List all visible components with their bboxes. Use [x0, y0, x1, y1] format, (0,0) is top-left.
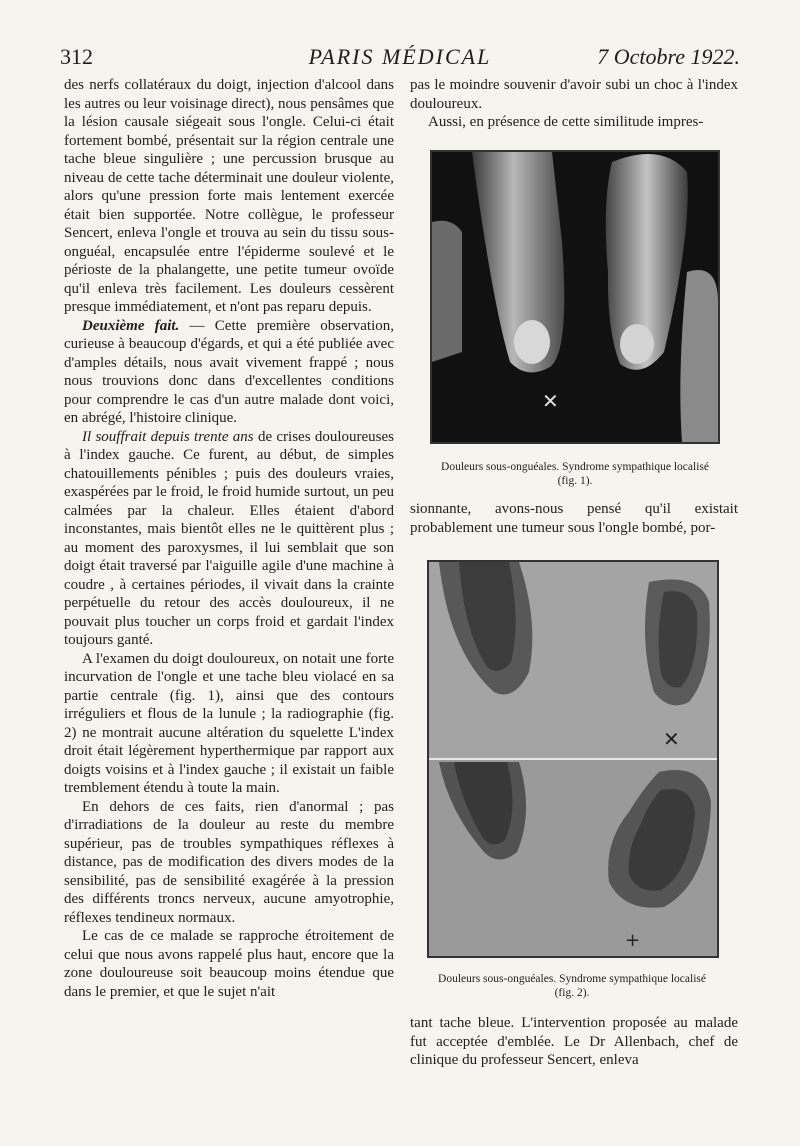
paragraph-6: Le cas de ce malade se rapproche étroitement de celui que nous avons rappelé plus haut, encore que la zone douloureuse soit beaucoup moins étendue que dans le premier, et que le sujet n'ait — [64, 928, 394, 1000]
right-column-middle — [410, 500, 738, 537]
figure-2-caption: Douleurs sous-onguéales. Syndrome sympathique localisé (fig. 2). — [438, 973, 706, 999]
right-column-bottom — [410, 1014, 738, 1070]
journal-title: PARIS MÉDICAL — [308, 44, 492, 69]
section-heading-deuxieme-fait: Deuxième fait. — [82, 317, 180, 334]
right-column-top — [410, 76, 738, 132]
page-header — [60, 44, 740, 74]
marker-plus-icon: + — [625, 930, 641, 951]
issue-date: 7 Octobre 1922. — [597, 44, 740, 69]
paragraph-1: des nerfs collatéraux du doigt, injection d'alcool dans les autres ou leur voisinage direct), nous pensâmes que la lésion causale siégeait sous l'ongle. Celui-ci était fortement bombé, présentait sur la région centrale une tache bleue singulière ; une percussion brusque au niveau de cette tache déterminait une douleur violente, alors qu'une pression forte mais lentement exercée était bien supportée. Notre collègue, le professeur Sencert, enleva l'ongle et trouva au sein du tissu sous-onguéal, encapsulée entre l'épiderme soulevé et le périoste de la phalangette, une petite tumeur ovoïde qu'il enleva très facilement. Les douleurs cessèrent presque immédiatement, et n'ont pas reparu depuis. — [64, 77, 394, 315]
fingers-photo-image — [432, 152, 718, 442]
right-paragraph-1: pas le moindre souvenir d'avoir subi un choc à l'index douloureux. — [410, 77, 738, 112]
figure-2-radiograph — [427, 560, 719, 958]
right-paragraph-1b: Aussi, en présence de cette similitude impres- — [428, 114, 704, 130]
paragraph-4: A l'examen du doigt douloureux, on notait une forte incurvation de l'ongle et une tache bleu violacé en sa partie centrale (fig. 1), ainsi que des contours irréguliers et flous de la lunule ; la radiographie (fig. 2) ne montrait aucune altération du squelette L'index droit était légèrement hyperthermique par rapport aux doigts voisins et à l'index gauche ; il existait un faible tremblement étendu à toute la main. — [64, 650, 394, 796]
paragraph-5: En dehors de ces faits, rien d'anormal ; pas d'irradiations de la douleur au reste du membre supérieur, pas de troubles sympathiques réflexes à distance, pas de modification des divers modes de la sensibilité, pas de sensibilité exagérée à la pression des différents troncs nerveux, aucune amyotrophie, réflexes tendineux normaux. — [64, 798, 394, 926]
marker-x-icon-top: ✕ — [663, 727, 680, 751]
right-paragraph-2: sionnante, avons-nous pensé qu'il existait probablement une tumeur sous l'ongle bombé, por- — [410, 501, 738, 536]
figure-1-caption: Douleurs sous-onguéales. Syndrome sympathique localisé (fig. 1). — [441, 461, 709, 487]
paragraph-2 — [64, 317, 394, 428]
paragraph-3 — [64, 428, 394, 650]
figure-1-photo — [430, 150, 720, 444]
paragraph-2-text: — Cette première observation, curieuse à beaucoup d'égards, et qui a été publiée avec d'amples détails, nous avait vivement frappé ; nous nous trouvions donc dans d'excellentes conditions pour comprendre le cas d'un autre malade dont voici, en abrégé, l'histoire clinique. — [64, 317, 394, 426]
radiograph-image — [429, 562, 717, 956]
paragraph-3-italic: Il souffrait depuis trente ans — [82, 428, 254, 445]
page-number: 312 — [60, 44, 93, 69]
paragraph-3-text: de crises douloureuses à l'index gauche. Ce furent, au début, de simples chatouillements pénibles ; puis des douleurs vraies, exaspérées par le froid, le froid humide surtout, un peu calmées par la chaleur. Elles étaient d'abord inconstantes, mais bientôt elles ne le quittèrent plus ; au moment des paroxysmes, il lui semblait que son doigt était traversé par l'aiguille agile d'une machine à coudre , à certaines périodes, il vivait dans la crainte perpétuelle du retour des accès douloureux, il ne pouvait plus toucher un corps froid et gardait l'index toujours ganté. — [64, 428, 394, 648]
right-paragraph-3: tant tache bleue. L'intervention proposée au malade fut acceptée d'emblée. Le Dr Allenbach, chef de clinique du professeur Sencert, enleva — [410, 1015, 738, 1068]
left-column — [64, 76, 394, 1001]
marker-x-icon: ✕ — [542, 389, 559, 413]
